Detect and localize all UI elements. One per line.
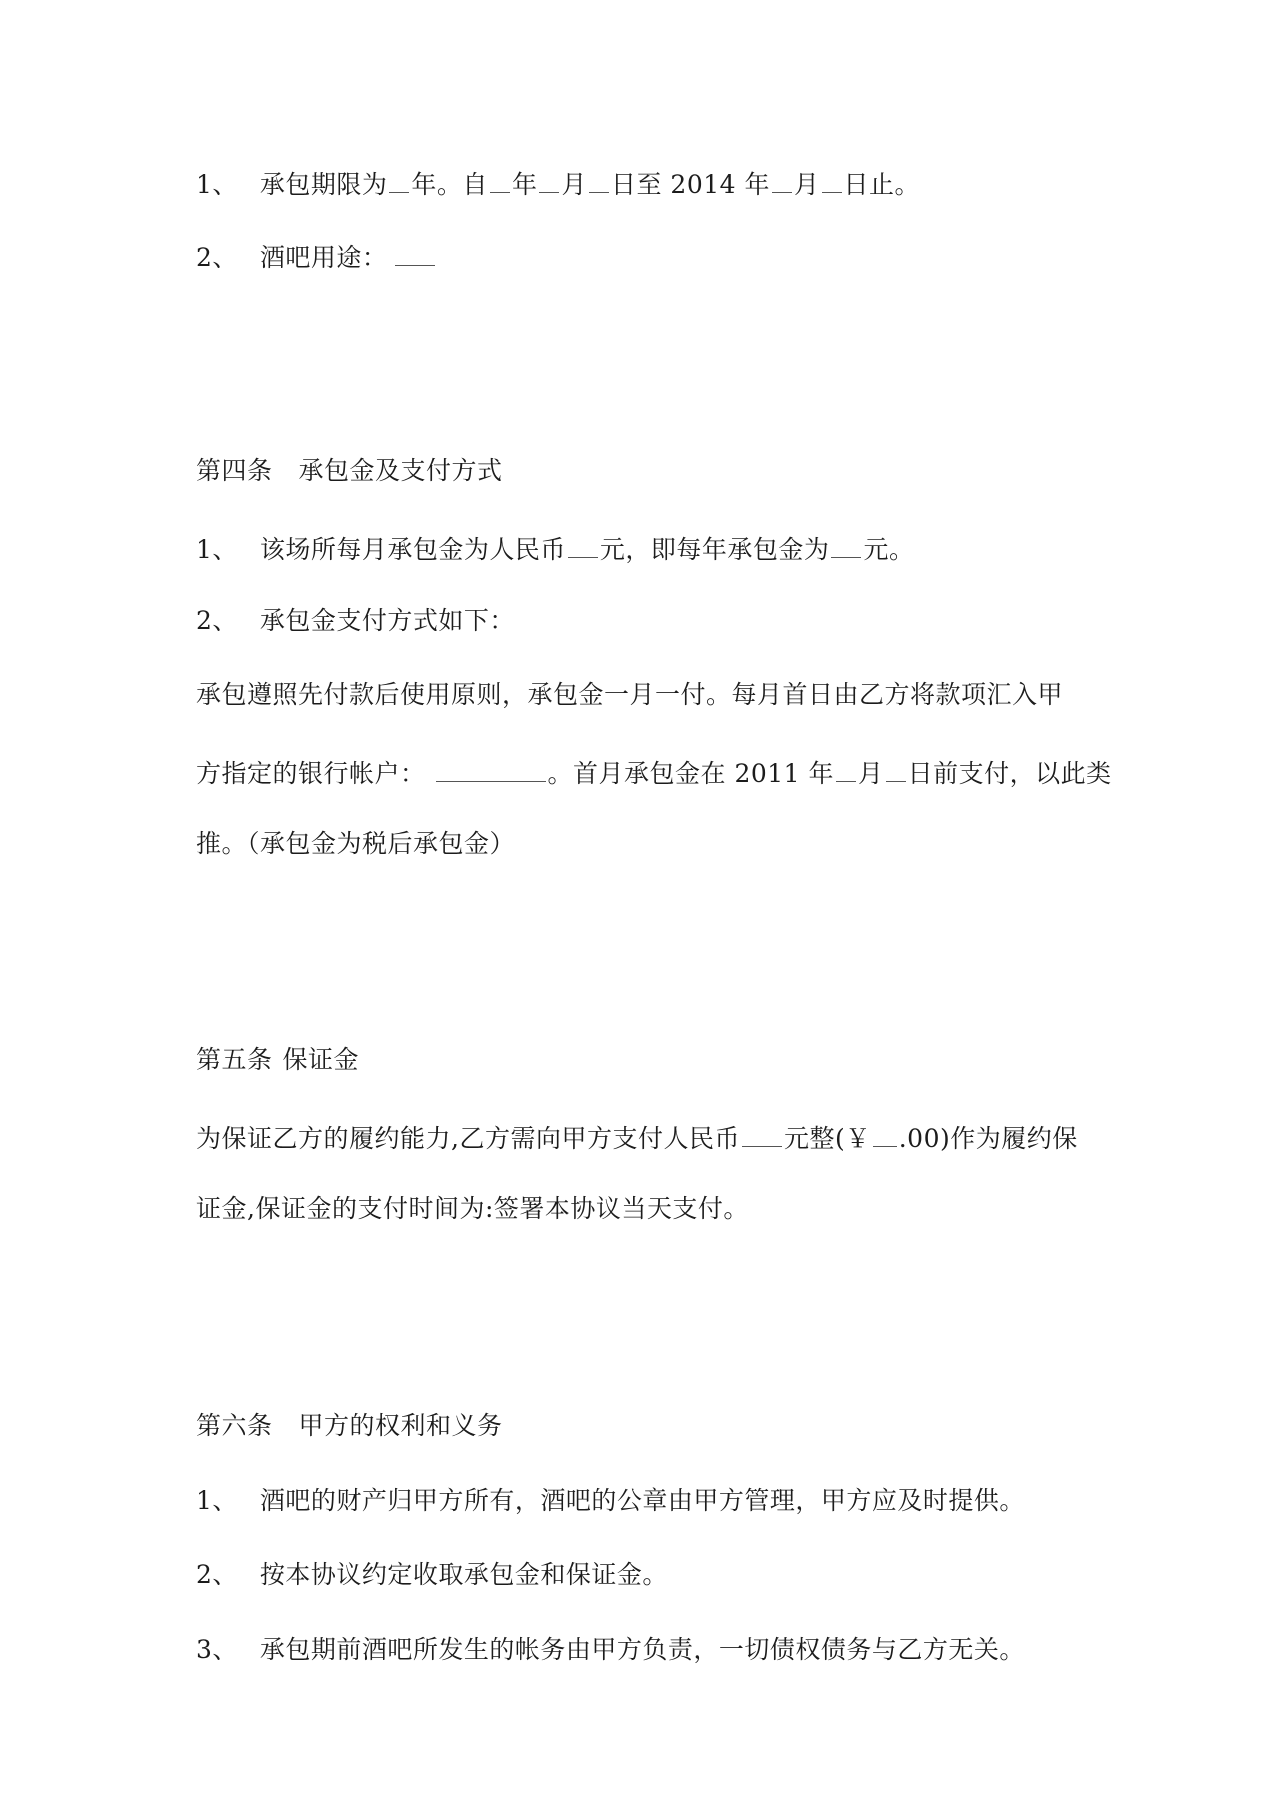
clause-text: 酒吧用途： [259,242,388,272]
paragraph-text: 月 [858,758,884,788]
paragraph-text: .00)作为履约保 [898,1123,1078,1153]
payment-paragraph-line-3 [196,826,515,862]
party-a-clause-3 [196,1632,1025,1668]
article-5-heading [196,1042,359,1078]
paragraph-text: 元整(￥ [783,1123,871,1153]
item-number: 2、 [196,1560,238,1589]
article-number: 第六条 [196,1411,273,1440]
blank-field [886,752,906,782]
term-clause [196,163,920,203]
clause-text: 酒吧的财产归甲方所有，酒吧的公章由甲方管理，甲方应及时提供。 [259,1486,1025,1515]
blank-field [822,163,842,193]
payment-method-clause [196,603,515,639]
blank-field [831,528,861,558]
clause-text: 日至 2014 年 [610,169,770,199]
paragraph-text: 推。（承包金为税后承包金） [196,829,516,858]
paragraph-text: 证金,保证金的支付时间为:签署本协议当天支付。 [196,1194,749,1223]
clause-text: 按本协议约定收取承包金和保证金。 [259,1560,668,1589]
blank-field [389,163,409,193]
clause-text: 月 [561,169,587,199]
party-a-clause-1 [196,1483,1025,1519]
item-number: 1、 [196,169,238,199]
item-number: 1、 [196,1486,238,1515]
usage-clause [196,236,437,276]
blank-field [589,163,609,193]
paragraph-text: 承包遵照先付款后使用原则，承包金一月一付。每月首日由乙方将款项汇入甲 [196,680,1064,709]
clause-text: 承包金支付方式如下： [259,606,515,635]
blank-field [568,528,598,558]
article-6-heading [196,1408,503,1444]
item-number: 2、 [196,606,238,635]
blank-field [490,163,510,193]
article-number: 第五条 [196,1045,273,1074]
deposit-line-2 [196,1191,749,1227]
monthly-fee-clause [196,528,914,568]
article-title: 承包金及支付方式 [298,456,503,485]
paragraph-text: 方指定的银行帐户： [196,758,426,788]
clause-text: 该场所每月承包金为人民币 [259,534,566,564]
article-number: 第四条 [196,456,273,485]
clause-text: 月 [794,169,820,199]
clause-text: 日止。 [843,169,921,199]
blank-field [836,752,856,782]
clause-text: 元。 [863,534,915,564]
clause-text: 承包期前酒吧所发生的帐务由甲方负责，一切债权债务与乙方无关。 [259,1635,1025,1664]
clause-text: 年。自 [411,169,488,199]
payment-paragraph-line-1 [196,677,1063,713]
paragraph-text: 。首月承包金在 2011 年 [547,758,835,788]
article-title: 保证金 [282,1045,360,1074]
clause-text: 元，即每年承包金为 [599,534,830,564]
blank-field [539,163,559,193]
paragraph-text: 日前支付，以此类 [907,758,1112,788]
clause-text: 年 [511,169,538,199]
item-number: 1、 [196,534,238,564]
item-number: 3、 [196,1635,238,1664]
item-number: 2、 [196,242,238,272]
article-title: 甲方的权利和义务 [298,1411,503,1440]
payment-paragraph-line-2 [196,752,1112,792]
blank-field [772,163,792,193]
blank-field [742,1117,782,1147]
deposit-line-1 [196,1117,1078,1157]
article-4-heading [196,453,503,489]
clause-text: 承包期限为 [259,169,388,199]
blank-field [395,236,435,266]
bank-account-blank [436,752,546,782]
blank-field [873,1117,897,1147]
party-a-clause-2 [196,1557,668,1593]
paragraph-text: 为保证乙方的履约能力,乙方需向甲方支付人民币 [196,1123,740,1153]
